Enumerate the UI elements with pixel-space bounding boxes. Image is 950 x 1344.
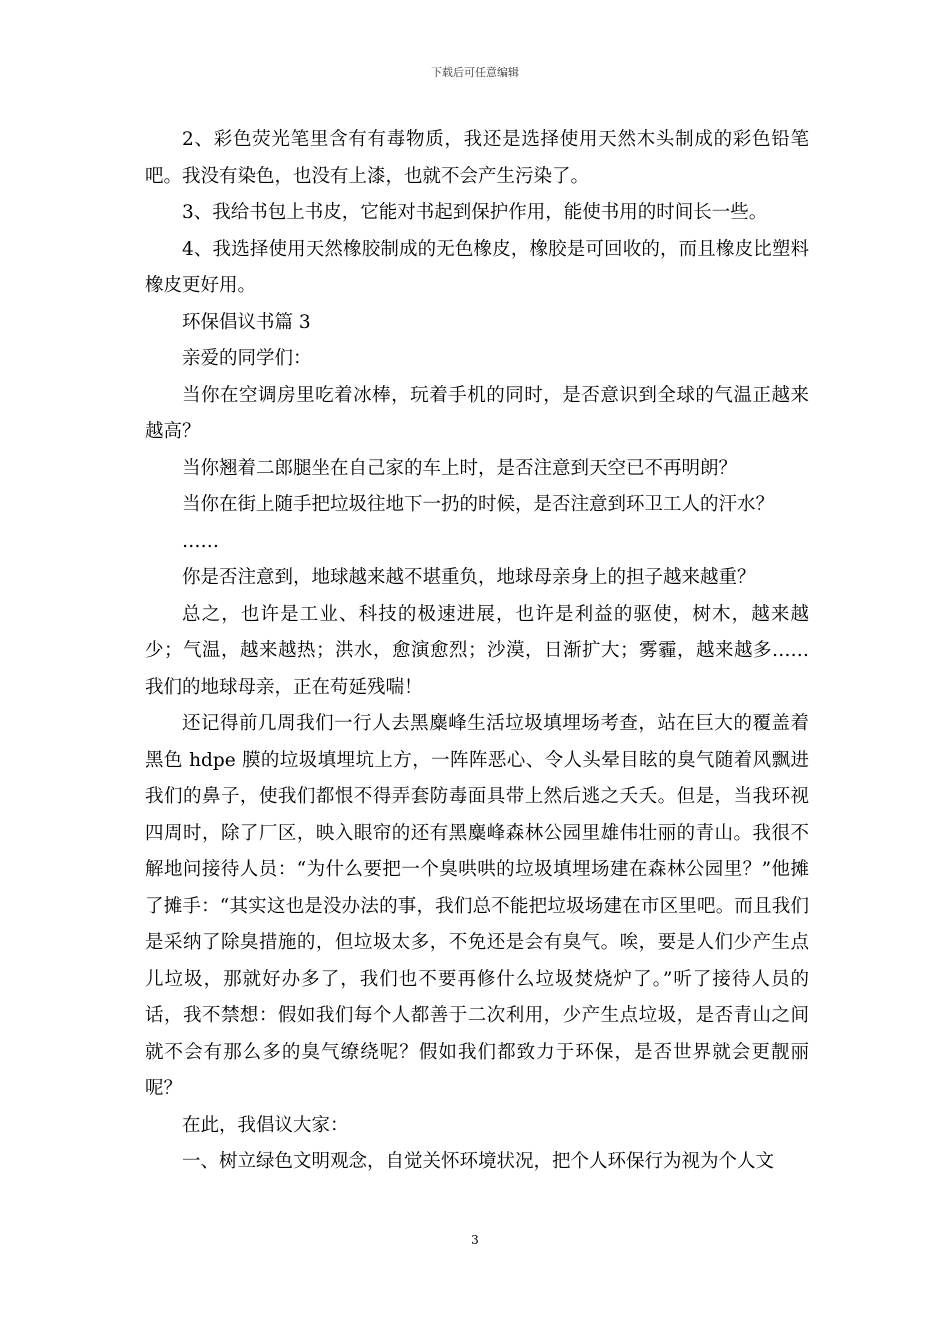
paragraph-proposal-1: 一、树立绿色文明观念，自觉关怀环境状况，把个人环保行为视为个人文 <box>182 1151 775 1172</box>
paragraph-question-2: 当你翘着二郎腿坐在自己家的车上时，是否注意到天空已不再明朗？ <box>182 457 738 479</box>
paragraph-item-3: 3、我给书包上书皮，它能对书起到保护作用，能使书用的时间长一些。 <box>182 202 768 223</box>
page-header: 下载后可任意编辑 <box>431 66 519 79</box>
paragraph-summary: 总之，也许是工业、科技的极速进展，也许是利益的驱使，树木，越来越少；气温，越来越热；洪水，愈演愈烈；沙漠，日渐扩大；雾霾，越来越多……我们的地球母亲，正在苟延残喘！ <box>145 603 809 698</box>
salutation: 亲爱的同学们： <box>182 348 312 369</box>
document-body <box>145 122 809 1181</box>
paragraph-item-2: 2、彩色荧光笔里含有有毒物质，我还是选择使用天然木头制成的彩色铅笔吧。我没有染色，也没有上漆，也就不会产生污染了。 <box>145 129 809 187</box>
ellipsis-line: …… <box>182 530 219 552</box>
page-number: 3 <box>471 1233 479 1247</box>
paragraph-item-4: 4、我选择使用天然橡胶制成的无色橡皮，橡胶是可回收的，而且橡皮比塑料橡皮更好用。 <box>145 238 809 296</box>
paragraph-proposal-intro: 在此，我倡议大家： <box>182 1114 349 1136</box>
paragraph-question-1: 当你在空调房里吃着冰棒，玩着手机的同时，是否意识到全球的气温正越来越高？ <box>145 384 809 442</box>
paragraph-story: 还记得前几周我们一行人去黑麋峰生活垃圾填埋场考查，站在巨大的覆盖着黑色 hdpe 膜的垃圾填埋坑上方，一阵阵恶心、令人头晕目眩的臭气随着风飘进我们的鼻子，使我们都恨不得弄套防毒面具带上然后逃之夭夭。但是，当我环视四周时，除了厂区，映入眼帘的还有黑麋峰森林公园里雄伟壮丽的青山。我很不解地问接待人员：“为什么要把一个臭哄哄的垃圾填埋场建在森林公园里？”他摊了摊手：“其实这也是没办法的事，我们总不能把垃圾场建在市区里吧。而且我们是采纳了除臭措施的，但垃圾太多，不免还是会有臭气。唉，要是人们少产生点儿垃圾，那就好办多了，我们也不要再修什么垃圾焚烧炉了。”听了接待人员的话，我不禁想：假如我们每个人都善于二次利用，少产生点垃圾，是否青山之间就不会有那么多的臭气缭绕呢？假如我们都致力于环保，是否世界就会更靓丽呢？ <box>145 713 809 1099</box>
paragraph-question-4: 你是否注意到，地球越来越不堪重负，地球母亲身上的担子越来越重？ <box>182 567 756 588</box>
paragraph-question-3: 当你在街上随手把垃圾往地下一扔的时候，是否注意到环卫工人的汗水？ <box>182 494 775 515</box>
section-title: 环保倡议书篇 3 <box>182 311 311 333</box>
